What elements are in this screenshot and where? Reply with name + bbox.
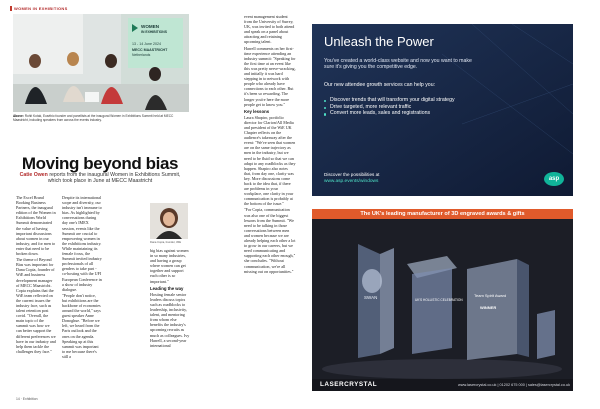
asp-logo: asp	[544, 172, 564, 186]
article-column-1	[16, 195, 56, 395]
ad-power-bullets	[324, 97, 484, 117]
photo-venue-line2: Netherlands	[132, 53, 151, 57]
paragraph: big bias against women in so many industries, and having a group where women can get together and support each other is so important."	[150, 248, 189, 284]
paragraph: Despite its international scope and diversity, our industry isn't immune to bias. As highlighted by conversations during day one's IMEX session, events like the Summit are crucial to empowering women in the exhibitions industry. While maintaining its female focus, the Summit invited industry professionals of all genders to take part - co-hosting with the UFI European Conference in a show of industry dialogue.	[62, 195, 102, 292]
ad-power-cta-line1: Discover the possibilities at	[324, 172, 380, 177]
portrait-illustration	[150, 203, 188, 239]
ad-unleash-the-power	[312, 24, 573, 196]
portrait-caption: Dana Copia, founder, WiE	[150, 241, 182, 244]
event-photo-illustration	[13, 14, 189, 112]
portrait-photo	[150, 203, 188, 239]
paragraph: The Excel Brand Booking Business Partners, the inaugural edition of the Women in Exhibitions World Summit demonstrated the value of having important discussions about women in our industry, and for men to enter that need to be broken down.	[16, 195, 56, 257]
ad-power-intro: You've created a world-class website and now you want to make sure it's giving you the competitive edge.	[324, 58, 472, 71]
page-footer: 14 · Exhibition	[16, 397, 38, 401]
badge-line2: IN EXHIBITIONS	[141, 30, 167, 34]
article-headline: Moving beyond bias	[21, 154, 179, 173]
paragraph: "People don't notice, but exhibitions are the backbone of economies around the world," says guest speaker Anne Donoghue. "Before we left, we heard from the Paris outlook and the ones on the agenda. Speaking up at this summit was important to me because there's still a	[62, 292, 101, 359]
ad-power-headline: Unleash the Power	[324, 34, 434, 49]
ad-power-lead: Our new attendee growth services can help you:	[324, 82, 436, 88]
article-standfirst	[16, 172, 184, 185]
paragraph: event management student from the University of Surrey, UK, was invited to both attend and speak on a panel about attracting and retaining upcoming talent.	[244, 14, 295, 45]
caption-lead: Above:	[13, 114, 24, 118]
ad-power-bullet: Drive targeted, more relevant traffic	[324, 104, 484, 111]
standfirst-text: reports from the inaugural Women in Exhibitions Summit, which took place in June at MECC Maastricht	[47, 172, 181, 185]
subheading-leading-the-way: Leading the way	[150, 285, 184, 291]
award-text-winner: WINNER	[480, 305, 497, 310]
ad-power-bullet: Discover trends that will transform your digital strategy	[324, 97, 484, 104]
paragraph: The theme of Beyond Bias was important for Dana Copia, founder of WiE and business development manager of MECC Maastricht. Copia explains that the WiE team reflected on the current issues the industry face, such as talent retention post covid. "Overall, the main topic of the summit was how we can better support the different preferences we have in our industry and help them tackle the challenges they face."	[16, 257, 56, 354]
caption-text: Rohit Kotak, Eusébio founder and panellists at the inaugural Women in Exhibitions Summit held at MECC Maastricht, including speakers from across the events industry.	[13, 114, 174, 122]
photo-venue-line1: MECC MAASTRICHT	[132, 48, 168, 52]
laser-banner: The UK's leading manufacturer of 3D engraved awards & gifts	[312, 209, 573, 219]
event-photo	[13, 14, 189, 112]
award-text-team-spirit: Team Spirit Award	[474, 293, 507, 298]
photo-caption	[13, 114, 189, 122]
article-column-4	[244, 14, 296, 394]
byline-name: Catie Owen	[19, 172, 48, 178]
ad-power-cta-link[interactable]: www.asp.events/windows	[324, 179, 379, 184]
paragraph: Hosting female senior leaders discuss topics such as roadblocks to leadership, inclusivity, talent, and mentoring from whom else benefits the industry's upcoming recruits as much as colleagues. Ivy Harrell, a second-year international	[150, 291, 190, 348]
award-text-celebration: UK'S HOLLISTIC CELEBRATION	[415, 298, 463, 302]
ad-laser-crystal	[312, 209, 573, 391]
lasercrystal-logo: LASERCRYSTAL	[320, 381, 378, 388]
awards-illustration	[312, 219, 573, 379]
article-column-2	[62, 195, 102, 395]
section-marker	[10, 6, 12, 11]
photo-dates: 13 - 14 June 2024	[132, 42, 161, 46]
paragraph: Harrell comments on her first-time experience attending an industry summit: "Speaking for the first time at an event like this was pretty nerve-wracking, and initially it was hard stepping in to network with people who already have connections to each other. But it's been so rewarding. The longer you're here the more people get to know you."	[244, 45, 296, 107]
badge-line1: WOMEN	[141, 24, 160, 29]
section-label: WOMEN IN EXHIBITIONS	[14, 6, 68, 11]
subheading-key-lessons: Key lessons	[244, 108, 270, 114]
ad-power-bullet: Convert more leads, sales and registrations	[324, 110, 484, 117]
article-column-3	[150, 248, 190, 396]
award-text-swan: SWAN	[364, 295, 378, 300]
paragraph: Laura Shapiro, portfolio director for Clarion/All Media and president of the WiE UK Chapter reflects on the audience's takeaway after the event: "We've seen that women are on the same trajectory as men in the industry, but we need to be fluid so that we can adapt to any roadblocks as they happen. Shapiro also notes that, from day one, clarity was key. More discussions come back to the idea that, if there are problems in your workplace, one clarity in your communication is probably at the bottom of the issue."	[244, 114, 296, 207]
laser-contact[interactable]: www.lasercrystal.co.uk | 01202 675 000 | sales@lasercrystal.co.uk	[458, 383, 570, 387]
paragraph: "For Copia, communication was also one of the biggest lessons from the Summit. "We need to be talking in those conversations between men and women because we are already helping each other a lot to grow in our careers, but we need communicating and supporting each other enough," she concludes. "Without communication, we're all missing out on opportunities."	[244, 207, 296, 274]
